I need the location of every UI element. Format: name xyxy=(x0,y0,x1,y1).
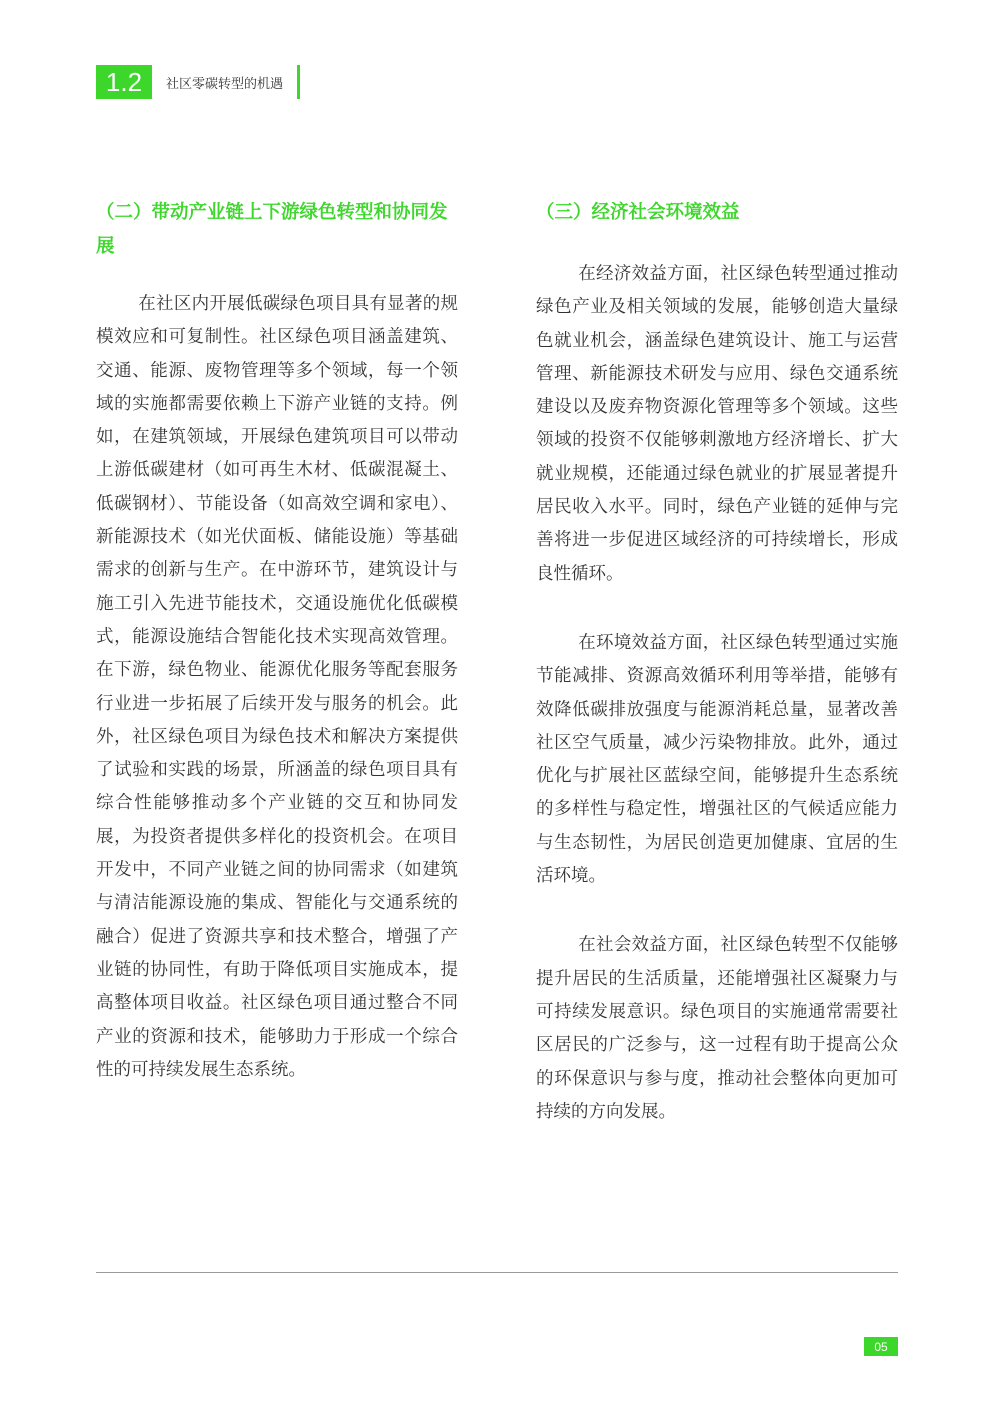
left-paragraph-text: 在社区内开展低碳绿色项目具有显著的规模效应和可复制性。社区绿色项目涵盖建筑、交通、能源、废物管理等多个领域，每一个领域的实施都需要依赖上下游产业链的支持。例如，在建筑领域，开展绿色建筑项目可以带动上游低碳建材（如可再生木材、低碳混凝土、低碳钢材）、节能设备（如高效空调和家电）、新能源技术（如光伏面板、储能设施）等基础需求的创新与生产。在中游环节，建筑设计与施工引入先进节能技术，交通设施优化低碳模式，能源设施结合智能化技术实现高效管理。在下游，绿色物业、能源优化服务等配套服务行业进一步拓展了后续开发与服务的机会。此外，社区绿色项目为绿色技术和解决方案提供了试验和实践的场景，所涵盖的绿色项目具有综合性能够推动多个产业链的交互和协同发展，为投资者提供多样化的投资机会。在项目开发中，不同产业链之间的协同需求（如建筑与清洁能源设施的集成、智能化与交通系统的融合）促进了资源共享和技术整合，增强了产业链的协同性，有助于降低项目实施成本，提高整体项目收益。社区绿色项目通过整合不同产业的资源和技术，能够助力于形成一个综合性的可持续发展生态系统。 xyxy=(96,294,458,1080)
left-heading: （二）带动产业链上下游绿色转型和协同发展 xyxy=(96,202,448,257)
economic-benefit-paragraph xyxy=(536,258,898,591)
social-benefit-paragraph xyxy=(536,929,898,1129)
left-column xyxy=(96,196,458,1087)
social-benefit-text: 在社会效益方面，社区绿色转型不仅能够提升居民的生活质量，还能增强社区凝聚力与可持续发展意识。绿色项目的实施通常需要社区居民的广泛参与，这一过程有助于提高公众的环保意识与参与度，推动社会整体向更加可持续的方向发展。 xyxy=(536,935,898,1122)
right-column xyxy=(536,196,898,1129)
environmental-benefit-text: 在环境效益方面，社区绿色转型通过实施节能减排、资源高效循环利用等举措，能够有效降低碳排放强度与能源消耗总量，显著改善社区空气质量，减少污染物排放。此外，通过优化与扩展社区蓝绿空间，能够提升生态系统的多样性与稳定性，增强社区的气候适应能力与生态韧性，为居民创造更加健康、宜居的生活环境。 xyxy=(536,632,898,887)
section-title: 社区零碳转型的机遇 xyxy=(166,76,284,92)
right-heading: （三）经济社会环境效益 xyxy=(536,202,740,223)
environmental-benefit-paragraph xyxy=(536,627,898,893)
footer-divider xyxy=(96,1272,898,1273)
left-paragraph xyxy=(96,288,458,1087)
page-header xyxy=(96,65,300,99)
header-accent-bar xyxy=(297,65,300,99)
page-number: 05 xyxy=(864,1337,898,1356)
economic-benefit-text: 在经济效益方面，社区绿色转型通过推动绿色产业及相关领域的发展，能够创造大量绿色就业机会，涵盖绿色建筑设计、施工与运营管理、新能源技术研发与应用、绿色交通系统建设以及废弃物资源化管理等多个领域。这些领域的投资不仅能够刺激地方经济增长、扩大就业规模，还能通过绿色就业的扩展显著提升居民收入水平。同时，绿色产业链的延伸与完善将进一步促进区域经济的可持续增长，形成良性循环。 xyxy=(536,264,898,584)
section-number-badge: 1.2 xyxy=(96,65,152,99)
